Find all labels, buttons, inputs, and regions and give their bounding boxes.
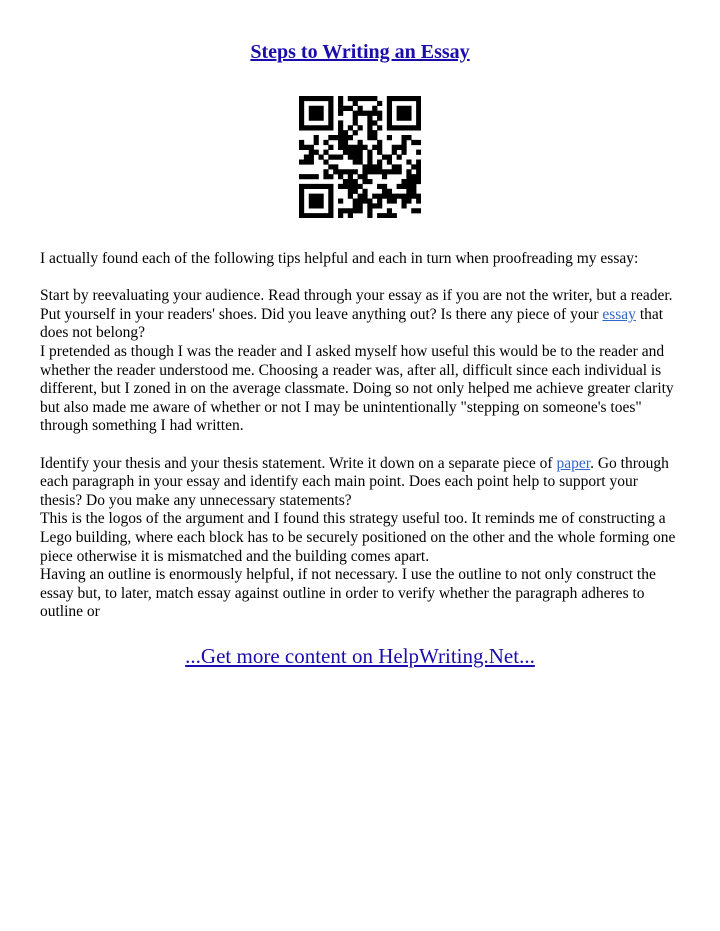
paragraph-audience [40, 287, 682, 343]
qr-code-icon [299, 96, 421, 218]
paper-link[interactable]: paper [556, 454, 591, 472]
paragraph-reader: I pretended as though I was the reader and I asked myself how useful this would be to the reader and whether the reader understood me. Choosing a reader was, after all, difficult since each individual is different, but I zoned in on the average classmate. Doing so not only helped me achieve greater clarity but also made me aware of whether or not I may be unintentionally "stepping on someone's toes" through something I had written. [40, 342, 674, 435]
paragraph-outline: Having an outline is enormously helpful, if not necessary. I use the outline to not only construct the essay but, to later, match essay against outline in order to verify whether the paragraph adheres to outline or [40, 566, 656, 621]
page-title [0, 40, 720, 64]
paragraph-logos: This is the logos of the argument and I found this strategy useful too. It reminds me of constructing a Lego building, where each block has to be securely positioned on the other and the whole forming one piece otherwise it is mismatched and the building comes apart. [40, 510, 676, 565]
paragraph-thesis-text: Identify your thesis and your thesis statement. Write it down on a separate piece of [40, 454, 557, 472]
qr-modules [299, 96, 421, 218]
paragraph-audience-tail: that does not belong? [40, 305, 664, 342]
title-link[interactable]: Steps to Writing an Essay [250, 41, 470, 63]
paragraph-audience-text: Start by reevaluating your audience. Read through your essay as if you are not the writer, but a reader. Put yourself in your readers' shoes. Did you leave anything out? Is there any piece of your [40, 287, 673, 323]
essay-link[interactable]: essay [602, 305, 636, 323]
article-body [40, 250, 682, 622]
qr-code-graphic [299, 96, 421, 218]
more-content-block [0, 643, 720, 669]
paragraph-gap [40, 436, 682, 455]
intro-paragraph: I actually found each of the following tips helpful and each in turn when proofreading my essay: [40, 250, 639, 267]
paragraph-gap [40, 269, 682, 288]
paragraph-thesis [40, 455, 682, 511]
more-content-link[interactable]: ...Get more content on HelpWriting.Net... [185, 644, 535, 668]
paragraph-thesis-tail: . Go through each paragraph in your essay and identify each main point. Does each point help to support your thesis? Do you make any unnecessary statements? [40, 454, 669, 509]
